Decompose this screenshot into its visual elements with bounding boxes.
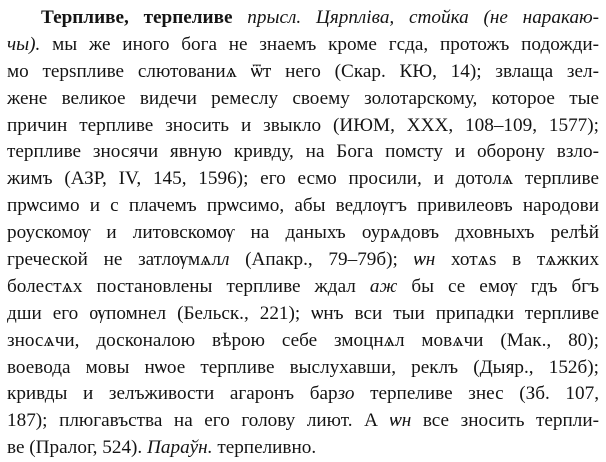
- entry-line-6: терпливе зносячи явную кривду, на Бога помсту и оборону взло-: [7, 141, 599, 163]
- quotation-text: постановлены терпливе ждал: [96, 275, 356, 297]
- entry-line-14: воевода мовы нѡое терпливе выслухавши, реклъ (Дыяр., 152б);: [7, 356, 599, 378]
- quotation-text: мы же иного бога не знаемъ кроме гсда, протожъ подожди-: [52, 33, 600, 55]
- part-of-speech: прысл.: [247, 7, 302, 28]
- source-reference: ве (Пралог, 524).: [7, 437, 143, 459]
- entry-line-4: жене великое видечи ремеслу своему золотарскому, которое тые: [7, 87, 599, 109]
- entry-line-17: [7, 435, 599, 462]
- entry-line-7: жимъ (АЗР, IV, 145, 1596); его есмо просили, и дотолѧ терпливе: [7, 168, 599, 190]
- gloss-end: чы).: [7, 33, 41, 55]
- source-reference: (Апакр., 79–79б);: [245, 249, 398, 271]
- quotation-italic: л: [221, 249, 230, 271]
- quotation-text: греческой не затлѹмѧл: [7, 249, 222, 271]
- entry-line-8: прѡсимо и с плачемъ прѡсимо, абы ведлѹгъ привилеовъ народови: [7, 195, 599, 217]
- entry-line-5: причин терпливе зносить и звыкло (ИЮМ, XXX, 108–109, 1577);: [7, 114, 599, 136]
- entry-line-2: [7, 32, 599, 59]
- quotation-text: хотѧѕ в тѧжких: [451, 249, 600, 271]
- quotation-italic: аж: [369, 275, 398, 297]
- quotation-text: все зносить терпли-: [422, 410, 600, 432]
- entry-line-10: [7, 247, 599, 274]
- cross-reference-label: Параўн.: [147, 437, 213, 459]
- entry-line-11: [7, 274, 599, 301]
- entry-line-13: зносѧчи, досконалою вѣрою себе змоцнѧл мовѧчи (Мак., 80);: [7, 329, 599, 351]
- quotation-text: А: [364, 410, 378, 432]
- quotation-italic: ѡн: [389, 410, 412, 432]
- quotation-text: терпеливе знес (Зб. 107,: [370, 383, 599, 405]
- quotation-italic: ѡн: [413, 249, 436, 271]
- entry-line-15: [7, 381, 599, 408]
- quotation-text: бы се емѹ гдъ бгъ: [411, 275, 600, 297]
- quotation-text: болестѧх: [7, 275, 83, 297]
- entry-line-1: [7, 5, 599, 32]
- entry-line-12: дши его ѹпомнел (Бельск., 221); ѡнъ вси тыи припадки терпливе: [7, 302, 599, 324]
- headword: Терпливе, терпеливе: [41, 7, 233, 28]
- quotation-text: кривды и зелъживости агаронъ бар: [7, 383, 338, 405]
- entry-line-9: роускомѹ и литовскомѹ на даныхъ оурѧдовъ дховныхъ релѣй: [7, 222, 599, 244]
- quotation-text: 187); плюгавъства на его голову лиют.: [7, 410, 353, 432]
- quotation-italic: зо: [337, 383, 355, 405]
- entry-line-16: [7, 408, 599, 435]
- gloss: Цярпліва, стойка (не наракаю-: [315, 7, 599, 28]
- entry-line-3: мо терѕпливе слютованиѧ ѿт него (Скар. КЮ, 14); звлаща зел-: [7, 60, 599, 82]
- cross-reference-word: терпеливно.: [217, 437, 317, 459]
